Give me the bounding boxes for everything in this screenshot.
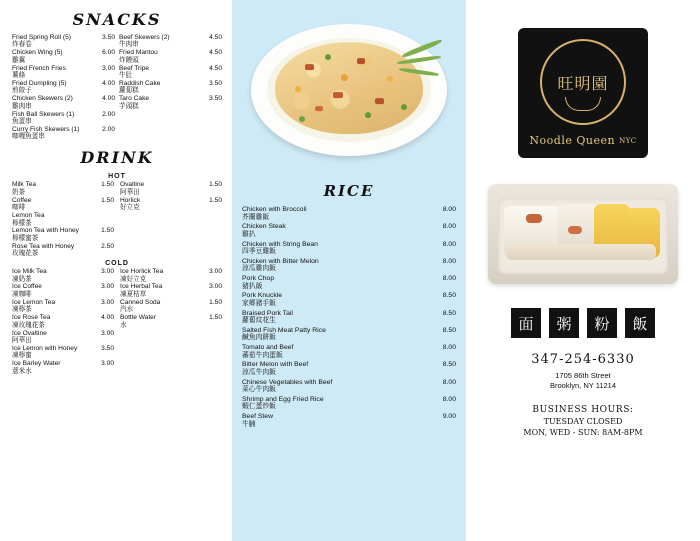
menu-item <box>12 315 114 329</box>
menu-item-price: 9.00 <box>442 413 456 420</box>
menu-item-price: 3.50 <box>209 95 222 103</box>
rice-meat-bit <box>357 58 365 64</box>
menu-item-name <box>242 396 443 411</box>
menu-item-name-zh: 蝦仁蛋炒飯 <box>242 403 276 411</box>
address-line-1: 1705 86th Street <box>555 371 611 380</box>
rice-title: RICE <box>323 182 375 200</box>
menu-item-name <box>12 284 101 298</box>
menu-item-name <box>120 315 209 329</box>
menu-item <box>242 206 456 221</box>
shrimp-filling <box>526 214 542 223</box>
menu-item-name <box>12 315 101 329</box>
menu-item-price: 3.00 <box>209 268 222 276</box>
menu-item-name <box>120 182 209 196</box>
menu-item-price: 8.00 <box>442 344 456 351</box>
menu-item-price: 6.00 <box>102 49 115 57</box>
menu-item-name-zh: 凍檸茶 <box>12 306 32 314</box>
menu-item-name-zh: 芥蘭雞飯 <box>242 213 270 221</box>
menu-item-price: 8.00 <box>442 257 456 265</box>
menu-item-name-zh: 汽水 <box>120 306 134 314</box>
menu-item-name <box>12 244 101 258</box>
menu-item <box>12 50 115 64</box>
menu-item-name-zh: 薏米水 <box>12 367 32 375</box>
menu-item-name <box>242 223 443 238</box>
menu-item-name-en: Bitter Melon with Beef <box>242 361 309 369</box>
menu-item-price: 8.50 <box>442 326 456 334</box>
menu-item-price: 2.50 <box>101 242 114 250</box>
menu-item <box>242 241 456 256</box>
menu-item-name-zh: 雞肉串 <box>12 102 32 110</box>
menu-item <box>12 269 114 283</box>
rice-corn-bit <box>341 74 348 81</box>
rice-mound-shape <box>275 42 423 134</box>
menu-item <box>119 50 222 64</box>
logo-english-name <box>529 134 636 147</box>
menu-item-name-en: Beef Skewers (2) <box>119 34 170 41</box>
menu-item-price: 3.00 <box>101 283 114 291</box>
drink-cold-columns <box>12 269 222 376</box>
menu-item-name-en: Ice Lemon with Honey <box>12 344 78 352</box>
menu-item-name <box>119 35 209 49</box>
menu-item-price: 8.00 <box>442 223 456 231</box>
menu-item-name <box>119 50 209 64</box>
menu-item-name <box>242 310 443 325</box>
rice-pea-bit <box>365 112 371 118</box>
menu-item-name-en: Shrimp and Egg Fried Rice <box>242 395 324 403</box>
rice-pea-bit <box>401 104 407 110</box>
menu-item-name-zh: 蘿蔔糕 <box>119 87 139 95</box>
menu-item-price: 3.00 <box>101 268 114 276</box>
phone-number[interactable]: 347-254-6330 <box>531 352 635 367</box>
menu-item-name-zh: 菜心牛肉飯 <box>242 386 276 394</box>
menu-item-name-en: Salted Fish Meat Patty Rice <box>242 326 326 334</box>
menu-item-price: 8.00 <box>442 275 456 282</box>
menu-item-name <box>242 241 443 256</box>
menu-item-price: 1.50 <box>209 196 222 204</box>
menu-item-name-en: Fish Ball Skewers (1) <box>12 110 75 118</box>
drink-cold-label: COLD <box>105 260 129 268</box>
drink-hot-right <box>120 182 222 259</box>
rice-pea-bit <box>299 116 305 122</box>
menu-item-name <box>12 66 102 80</box>
menu-item <box>12 182 114 196</box>
menu-item <box>242 344 456 359</box>
menu-item <box>120 269 222 283</box>
menu-item-name <box>242 258 443 273</box>
noodle-bowl-icon <box>565 97 601 111</box>
menu-item <box>12 361 114 375</box>
menu-item-name-en: Ovaltine <box>120 181 145 189</box>
menu-item-name <box>120 300 209 314</box>
menu-item-name-zh: 芋頭糕 <box>119 102 139 110</box>
menu-item-price: 3.00 <box>102 64 115 72</box>
menu-item-name <box>120 269 209 283</box>
menu-item-name <box>242 361 443 376</box>
menu-item <box>12 228 114 242</box>
menu-item-name-en: Pork Chop <box>242 275 275 282</box>
menu-item-name <box>120 284 209 298</box>
snacks-title: SNACKS <box>72 10 162 29</box>
menu-item-name <box>242 327 443 342</box>
menu-item-name-zh: 炸春卷 <box>12 41 32 49</box>
menu-item-name-en: Ice Coffee <box>12 283 42 291</box>
menu-item-name-zh: 玫瑰花茶 <box>12 250 39 258</box>
menu-item-price: 1.50 <box>209 298 222 306</box>
menu-item-price: 8.00 <box>442 395 456 403</box>
menu-item <box>119 96 222 110</box>
menu-item <box>242 292 456 307</box>
drink-cold-left <box>12 269 114 376</box>
menu-item-name <box>242 413 443 428</box>
snacks-column-right <box>119 35 222 142</box>
restaurant-logo <box>518 28 648 158</box>
menu-item-name-en: Ice Milk Tea <box>12 268 47 276</box>
menu-item-name-zh: 好立克 <box>120 204 140 212</box>
menu-item-name-en: Fried French Fries <box>12 64 66 72</box>
menu-item-name-zh: 阿華田 <box>120 188 140 196</box>
business-hours-line-1: TUESDAY CLOSED <box>543 417 623 427</box>
menu-item-price: 4.00 <box>101 314 114 322</box>
menu-item-name-en: Chicken Wing (5) <box>12 49 63 57</box>
drink-hot-label: HOT <box>108 173 126 181</box>
shrimp-filling <box>568 226 582 234</box>
menu-item-name-zh: 咖啡 <box>12 204 26 212</box>
menu-item-name-en: Ice Ovaltine <box>12 329 47 337</box>
menu-item-name-zh: 凍奶茶 <box>12 275 32 283</box>
menu-item-name-zh: 奶茶 <box>12 188 26 196</box>
menu-item-price: 3.50 <box>102 34 115 41</box>
menu-item-name-zh: 煎餃子 <box>12 87 32 95</box>
menu-item-price: 4.50 <box>209 49 222 57</box>
menu-item-name-zh: 蘿蔔炆花生 <box>242 317 276 325</box>
menu-item-price: 3.00 <box>101 298 114 306</box>
fried-rice-photo <box>242 6 456 178</box>
menu-item-name-en: Ice Lemon Tea <box>12 298 56 306</box>
menu-item-name <box>12 331 101 345</box>
rice-roll-photo <box>488 184 678 284</box>
menu-item-price: 3.00 <box>209 283 222 291</box>
menu-item <box>12 127 115 141</box>
menu-item-name-zh: 凍咖啡 <box>12 290 32 298</box>
menu-item <box>12 198 114 212</box>
logo-english-name-suffix: NYC <box>619 137 637 145</box>
rice-meat-bit <box>305 64 314 70</box>
menu-item-name-zh: 豬扒飯 <box>242 282 263 290</box>
menu-item-name <box>242 206 443 221</box>
menu-item-name-en: Lemon Tea with Honey <box>12 227 79 235</box>
menu-item-name <box>12 182 101 196</box>
menu-item-name-zh: 牛肚 <box>119 72 133 80</box>
plate-shape <box>251 24 447 156</box>
menu-item <box>12 284 114 298</box>
rice-corn-bit <box>387 76 393 82</box>
menu-item <box>119 66 222 80</box>
drink-cold-right <box>120 269 222 376</box>
menu-item-name-en: Chicken with String Bean <box>242 240 318 248</box>
menu-item-price: 8.00 <box>442 378 456 386</box>
menu-item-price: 8.50 <box>442 309 456 317</box>
menu-item-name <box>12 361 101 375</box>
menu-item-price: 8.00 <box>442 206 456 213</box>
business-hours-line-2: MON, WED - SUN: 8AM-8PM <box>523 428 643 438</box>
rice-meat-bit <box>315 106 323 111</box>
menu-item-name-en: Curry Fish Skewers (1) <box>12 126 80 134</box>
drink-hot-columns <box>12 182 222 259</box>
menu-item-name-zh: 阿華田 <box>12 336 32 344</box>
menu-item-name-zh: 蕃茄牛肉蛋飯 <box>242 351 283 359</box>
menu-item-name-zh: 凍玫瑰花茶 <box>12 321 45 329</box>
menu-item-name-en: Bottle Water <box>120 314 157 322</box>
snacks-column-left <box>12 35 115 142</box>
menu-item-name <box>12 346 101 360</box>
menu-item-name-zh: 檸檬茶 <box>12 219 32 227</box>
menu-item <box>120 284 222 298</box>
menu-item-name <box>119 66 209 80</box>
menu-item-name-en: Braised Pork Tail <box>242 309 293 317</box>
menu-item-name-zh: 凍夏枯草 <box>120 290 147 298</box>
chinese-keyword-tile: 飯 <box>625 308 655 338</box>
menu-item-name-zh: 涼瓜牛肉飯 <box>242 368 276 376</box>
menu-item-name-zh: 魚蛋串 <box>12 118 32 126</box>
menu-item-name-en: Raddish Cake <box>119 80 161 88</box>
menu-item-name-zh: 炸饅頭 <box>119 56 139 64</box>
menu-item-name-en: Chicken with Bitter Melon <box>242 257 319 265</box>
logo-chinese-name: 旺明園 <box>557 73 609 93</box>
menu-item-name-zh: 薯條 <box>12 72 26 80</box>
menu-item-name-zh: 咖喱魚蛋串 <box>12 133 45 141</box>
menu-item-name-zh: 雞翼 <box>12 56 26 64</box>
menu-item-price: 3.50 <box>209 80 222 88</box>
menu-item <box>120 300 222 314</box>
snacks-drink-panel <box>0 0 232 541</box>
menu-item <box>242 275 456 290</box>
address-block <box>550 371 616 391</box>
menu-item-name-en: Fried Mantou <box>119 49 158 57</box>
menu-item-price: 4.00 <box>102 80 115 88</box>
menu-item-name-zh: 水 <box>120 321 127 329</box>
rice-roll-base <box>506 244 656 260</box>
menu-item-name-zh: 牛腩 <box>242 420 256 428</box>
menu-item-name-en: Chicken Skewers (2) <box>12 95 73 103</box>
menu-item-name <box>12 213 114 227</box>
menu-item-name-zh: 雞扒 <box>242 230 256 238</box>
menu-item-name-en: Pork Knuckle <box>242 292 283 300</box>
menu-item-name <box>119 96 209 110</box>
menu-item-price: 1.50 <box>209 181 222 189</box>
menu-item-name <box>12 198 101 212</box>
menu-item-name-en: Chicken Steak <box>242 223 286 231</box>
menu-item <box>120 315 222 329</box>
menu-item <box>242 327 456 342</box>
menu-item-name-en: Fried Dumpling (5) <box>12 80 67 88</box>
menu-item-name-en: Ice Barley Water <box>12 360 61 368</box>
menu-item-price: 2.00 <box>102 126 115 134</box>
menu-item-name-en: Taro Cake <box>119 95 150 103</box>
menu-item <box>12 96 115 110</box>
menu-item <box>242 413 456 428</box>
menu-item-price: 1.50 <box>101 181 114 189</box>
business-hours-title: BUSINESS HOURS: <box>532 405 634 416</box>
menu-item-name-en: Beef Stew <box>242 413 273 420</box>
menu-item-name <box>119 81 209 95</box>
menu-item <box>12 244 114 258</box>
menu-item-name-en: Coffee <box>12 196 32 204</box>
menu-item-name <box>242 292 443 307</box>
menu-item-name <box>12 81 102 95</box>
snacks-columns <box>12 35 222 142</box>
menu-item-name <box>12 35 102 49</box>
rice-meat-bit <box>375 98 384 104</box>
menu-item <box>242 223 456 238</box>
menu-item <box>12 112 115 126</box>
menu-item-name-en: Lemon Tea <box>12 212 45 220</box>
menu-item-name-en: Ice Rose Tea <box>12 314 51 322</box>
address-line-2: Brooklyn, NY 11214 <box>549 381 616 391</box>
chinese-keywords <box>511 308 655 338</box>
menu-item-name-zh: 檸檬蜜茶 <box>12 234 39 242</box>
brand-panel <box>466 0 700 541</box>
rice-pea-bit <box>325 54 331 60</box>
menu-item <box>12 213 114 227</box>
menu-item <box>242 379 456 394</box>
menu-item-name-en: Beef Tripe <box>119 64 150 72</box>
tray-shape <box>498 198 668 274</box>
menu-item-price: 8.50 <box>442 361 456 369</box>
menu-item-name-zh: 涼瓜雞肉飯 <box>242 265 276 273</box>
chinese-keyword-tile: 粥 <box>549 308 579 338</box>
menu-item <box>12 35 115 49</box>
drink-title: DRINK <box>80 148 154 168</box>
menu-item-name-en: Canned Soda <box>120 298 161 306</box>
logo-circle-shape <box>540 39 626 125</box>
menu-item-name <box>12 50 102 64</box>
menu-item-price: 4.50 <box>209 64 222 72</box>
rice-item-list <box>242 206 456 428</box>
menu-item-price: 1.50 <box>101 227 114 235</box>
logo-english-name-text: Noodle Queen <box>529 134 616 147</box>
menu-item-price: 3.50 <box>101 344 114 352</box>
menu-item-name <box>12 228 101 242</box>
menu-item <box>12 81 115 95</box>
menu-item-price: 8.00 <box>442 240 456 248</box>
menu-item-name-zh: 凍好立克 <box>120 275 147 283</box>
menu-item-name-en: Ice Herbal Tea <box>120 283 163 291</box>
menu-item <box>12 331 114 345</box>
menu-item <box>119 35 222 49</box>
menu-item <box>242 258 456 273</box>
menu-item-price: 3.00 <box>101 360 114 368</box>
menu-item <box>120 198 222 212</box>
menu-item-price: 4.50 <box>209 34 222 41</box>
menu-item-price: 2.00 <box>102 110 115 118</box>
menu-item-name <box>12 96 102 110</box>
menu-item-name-en: Fried Spring Roll (5) <box>12 34 71 41</box>
menu-item-name-zh: 凍檸蜜 <box>12 352 32 360</box>
menu-item <box>119 81 222 95</box>
menu-item-price: 8.50 <box>442 292 456 300</box>
menu-item-name-zh: 四季豆雞飯 <box>242 248 276 256</box>
menu-item-name <box>120 198 209 212</box>
menu-item <box>242 396 456 411</box>
menu-item-name <box>12 269 101 283</box>
menu-item-name-zh: 牛肉串 <box>119 41 139 49</box>
chinese-keyword-tile: 粉 <box>587 308 617 338</box>
chinese-keyword-tile: 面 <box>511 308 541 338</box>
menu-item-price: 4.00 <box>102 95 115 103</box>
menu-item-name-en: Tomato and Beef <box>242 344 294 351</box>
menu-item-name-en: Horlick <box>120 196 141 204</box>
menu-item <box>242 310 456 325</box>
menu-item-name-zh: 家郷豬手飯 <box>242 299 276 307</box>
menu-item-name <box>242 344 443 359</box>
menu-item-name-en: Milk Tea <box>12 181 37 189</box>
menu-item-price: 1.50 <box>101 196 114 204</box>
menu-item-name <box>12 112 102 126</box>
menu-item-name <box>242 379 443 394</box>
rice-meat-bit <box>333 92 343 98</box>
menu-item <box>12 346 114 360</box>
drink-hot-left <box>12 182 114 259</box>
menu-item-name <box>12 127 102 141</box>
menu-item-name-en: Chicken with Broccoli <box>242 206 307 213</box>
menu-item-price: 1.50 <box>209 314 222 322</box>
menu-item-name-zh: 鹹魚肉餅飯 <box>242 334 276 342</box>
menu-item-name-en: Rose Tea with Honey <box>12 242 75 250</box>
menu-item-name-en: Chinese Vegetables with Beef <box>242 378 333 386</box>
rice-corn-bit <box>295 86 301 92</box>
menu-item-price: 3.00 <box>101 329 114 337</box>
menu-item <box>120 182 222 196</box>
menu-item-name <box>12 300 101 314</box>
menu-item-name-en: Ice Horlick Tea <box>120 268 164 276</box>
menu-item <box>242 361 456 376</box>
menu-item-name <box>242 275 443 290</box>
menu-item <box>12 300 114 314</box>
menu-item <box>12 66 115 80</box>
rice-panel <box>232 0 466 541</box>
